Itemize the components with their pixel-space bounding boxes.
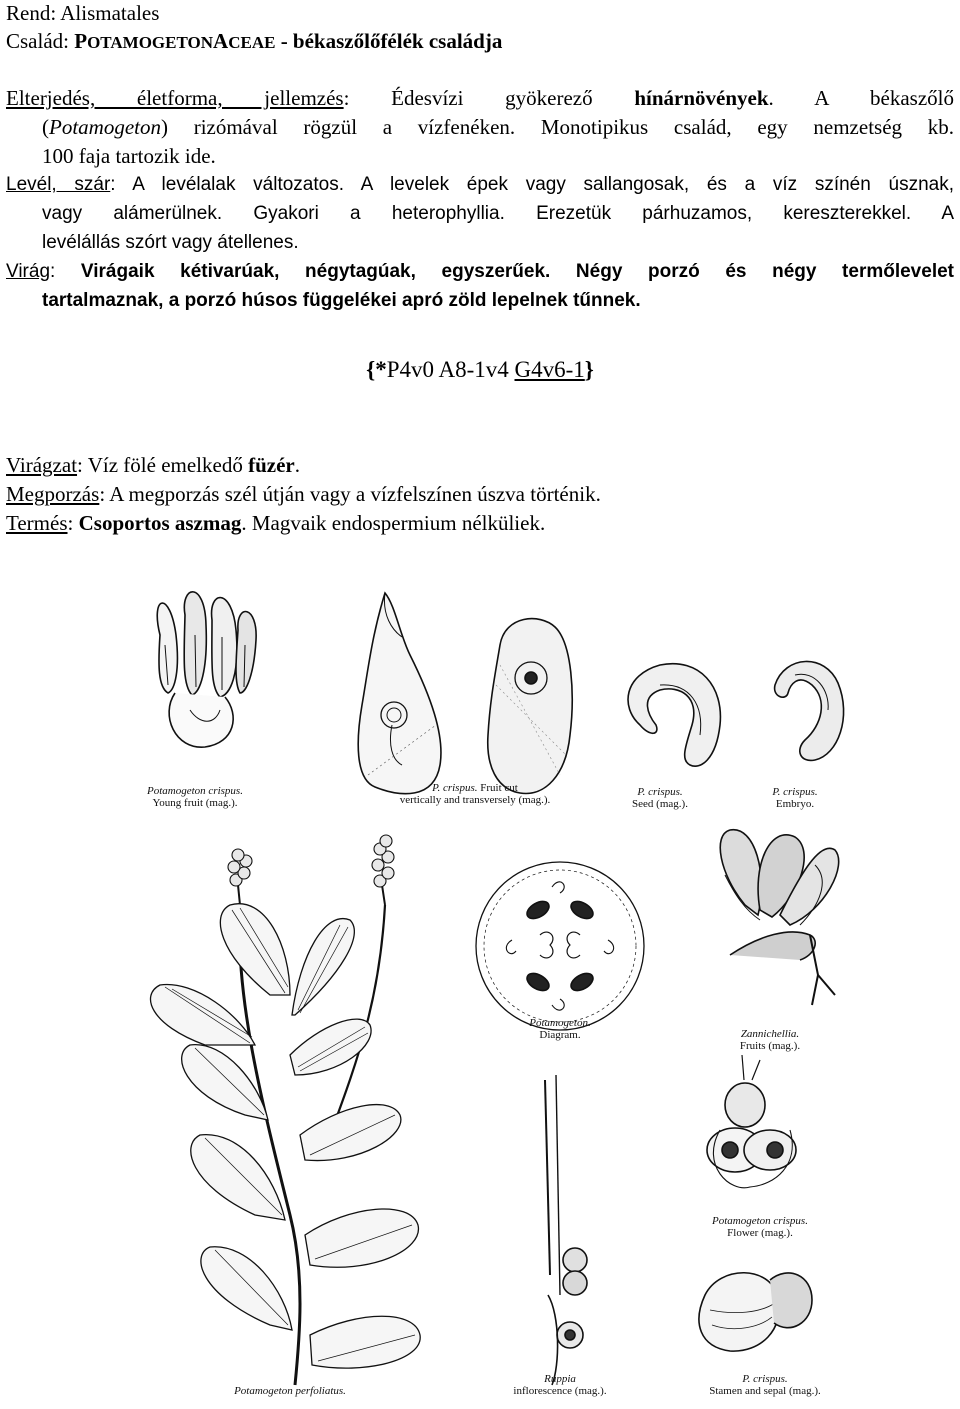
fruit-cut-transverse-drawing [488,619,572,794]
order-line [6,0,159,26]
leaf-line-2: vagy alámerülnek. Gyakori a heterophyllia. Erezetük párhuzamos, kereszterekkel. A [42,203,954,224]
family-name: POTAMOGETONACEAE [74,29,276,53]
caption-embryo: P. crispus. Embryo. [772,786,818,810]
distribution-label: Elterjedés, életforma, jellemzés [6,86,344,110]
floral-diagram-drawing [476,862,644,1030]
pollination-label: Megporzás [6,482,100,506]
inflorescence-label: Virágzat [6,453,78,477]
flower-label: Virág [6,261,51,282]
young-fruit-drawing [157,592,256,747]
genus-name: Potamogeton [49,115,161,139]
order-text: Rend: Alismatales [6,1,160,25]
caption-flower: Potamogeton crispus. Flower (mag.). [712,1215,808,1239]
caption-stamen-sepal: P. crispus. Stamen and sepal (mag.). [709,1373,821,1397]
family-label: Család: [6,29,75,53]
actinomorphic-symbol: * [375,357,387,382]
caption-diagram: Potamogeton. Diagram. [529,1017,591,1041]
inflorescence-line: Virágzat: Víz fölé emelkedő füzér. [6,453,300,477]
caption-young-fruit: Potamogeton crispus. Young fruit (mag.). [147,785,243,809]
caption-perfoliatus: Potamogeton perfoliatus. [234,1385,346,1397]
distribution-bold-term: hínárnövények [634,86,769,110]
plate-engravings [0,575,960,1404]
pollination-line: Megporzás: A megporzás szél útján vagy a vízfelszínen úszva történik. [6,482,601,506]
distribution-line-1: Elterjedés, életforma, jellemzés: Édesvízi gyökerező hínárnövények. A békaszőlő [6,86,954,110]
fruit-line: Termés: Csoportos aszmag. Magvaik endospermium nélküliek. [6,511,546,535]
stamen-sepal-drawing [699,1273,812,1351]
fruit-cut-longitudinal-drawing [358,593,441,794]
leaf-label: Levél, szár [6,174,111,195]
fruit-label: Termés [6,511,68,535]
flower-line-1: Virág: Virágaik kétivarúak, négytagúak, egyszerűek. Négy porzó és négy termőlevelet [6,261,954,282]
perfoliatus-habit-drawing [150,835,420,1385]
zannichellia-fruits-drawing [720,830,838,1005]
caption-seed: P. crispus. Seed (mag.). [632,786,688,810]
family-line [6,28,502,56]
distribution-line-2: (Potamogeton) rizómával rögzül a vízfenéken. Monotipikus család, egy nemzetség kb. [42,115,954,139]
flower-drawing [707,1055,796,1188]
botanical-plate [0,575,960,1404]
ruppia-inflorescence-drawing [545,1075,587,1385]
family-common-name: - békaszőlőfélék családja [275,29,503,53]
floral-formula: {*P4v0 A8-1v4 G4v6-1} [366,357,594,382]
leaf-line-1: Levél, szár: A levélalak változatos. A levelek épek vagy sallangosak, és a víz színén úsznak, [6,174,954,195]
caption-ruppia: Ruppia inflorescence (mag.). [513,1373,607,1397]
caption-fruit-cut: P. crispus. Fruit cut vertically and transversely (mag.). [399,782,551,806]
embryo-drawing [775,661,844,760]
caption-zannichellia: Zannichellia. Fruits (mag.). [739,1028,801,1052]
flower-line-2: tartalmaznak, a porzó húsos függelékei apró zöld lepelnek tűnnek. [42,290,641,311]
seed-drawing [628,664,720,767]
gynoecium-formula: G4v6-1 [514,357,585,382]
distribution-line-3: 100 faja tartozik ide. [42,144,216,168]
leaf-line-3: levélállás szórt vagy átellenes. [42,232,299,253]
